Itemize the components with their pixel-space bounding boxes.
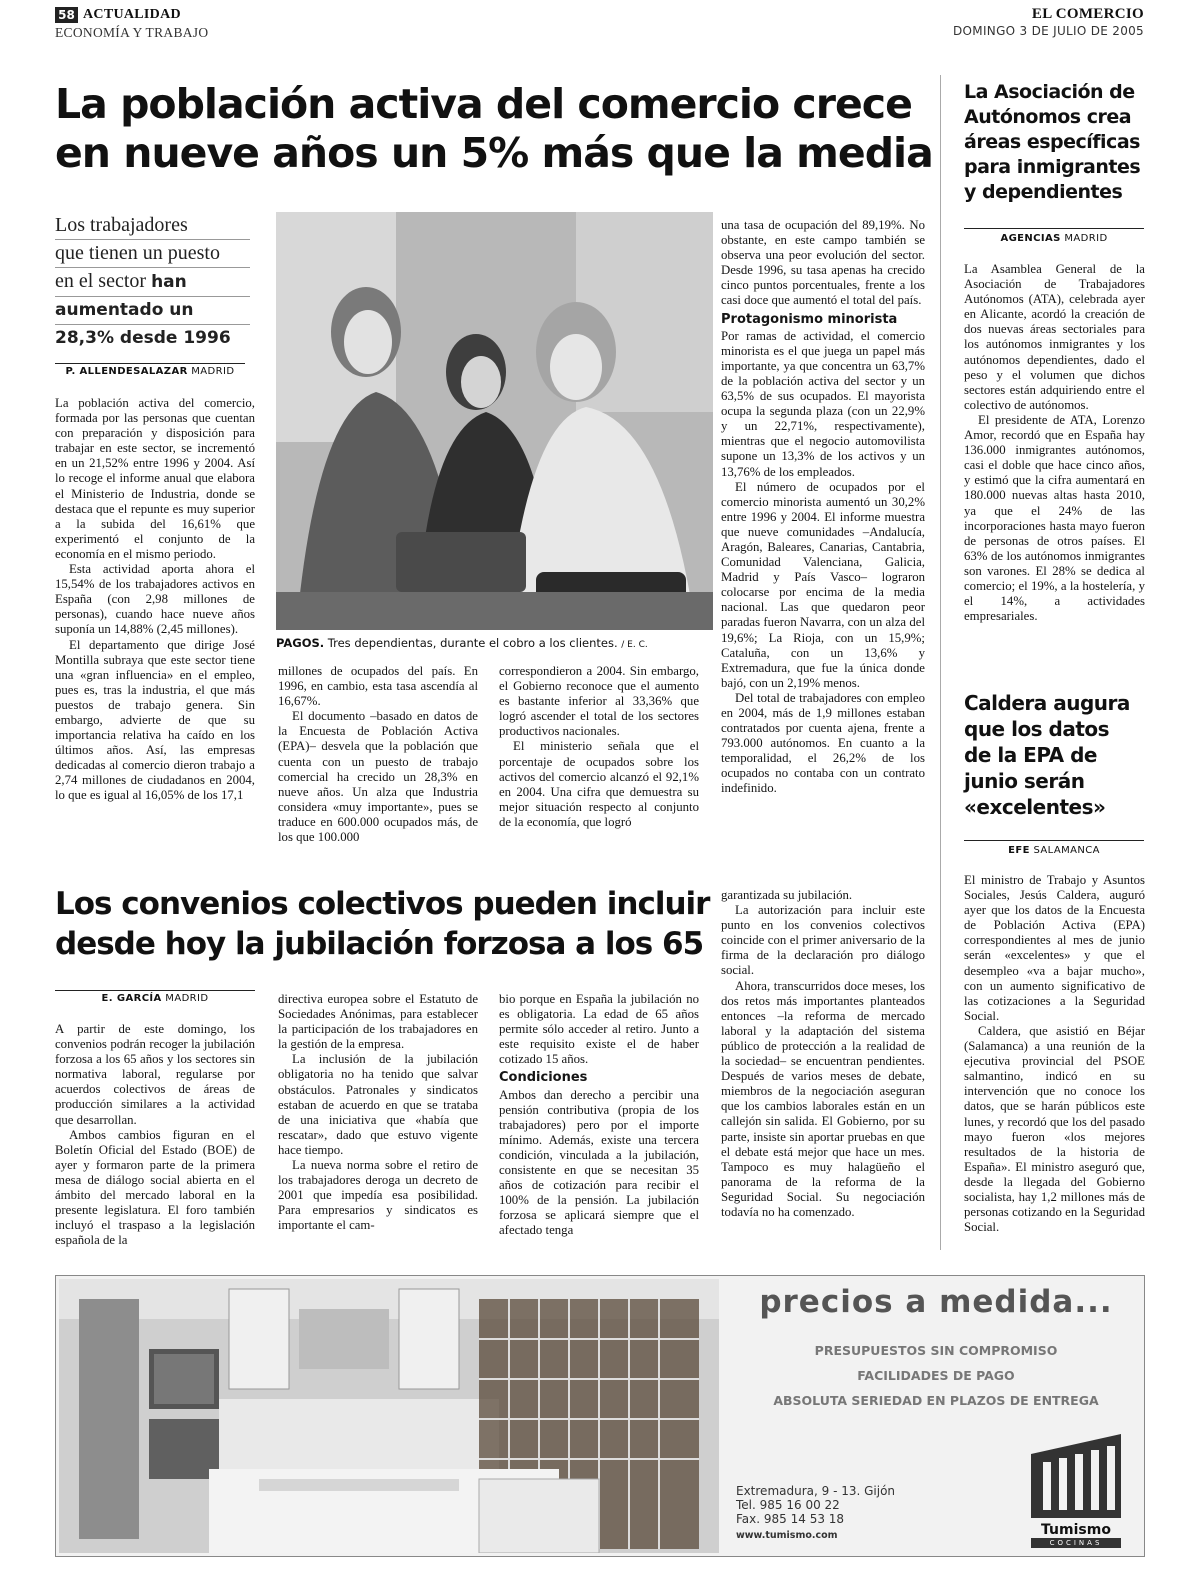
paragraph: correspondieron a 2004. Sin embargo, el Gobierno reconoce que el aumento es bastante inferior al 33,36% que logró ascender el total de los sectores productivos nacionales. <box>499 664 699 739</box>
main-deck <box>55 212 250 352</box>
ad-feature: ABSOLUTA SERIEDAD EN PLAZOS DE ENTREGA <box>773 1393 1099 1408</box>
paragraph: El ministro de Trabajo y Asuntos Sociales, Jesús Caldera, auguró ayer que los datos de la Encuesta de Población Activa (EPA) correspondientes al mes de junio serán «excelentes» y que el desempleo «va a bajar mucho», con un aumento significativo de las cotizaciones a la Seguridad Social. <box>964 873 1145 1023</box>
paragraph: una tasa de ocupación del 89,19%. No obstante, en este campo también se observa una peor evolución del sector. Desde 1996, su tasa apenas ha crecido cinco puntos porcentuales, frente a los casi doce que aumentó el total del país. <box>721 218 925 308</box>
paragraph: Caldera, que asistió en Béjar (Salamanca) a una reunión de la ejecutiva provincial del PSOE salmantino, indicó en su intervención que no conoce los datos, que se harán públicos este lunes, y recordó que los del pasado mayo fueron «los mejores resultados de la historia de España». El ministro aseguró que, desde la llegada del Gobierno socialista, hay 1,2 millones más de personas cotizando en la Seguridad Social. <box>964 1023 1145 1235</box>
byline-author: EFE <box>1008 845 1030 856</box>
paragraph: Ahora, transcurridos doce meses, los dos retos más importantes planteados entonces –la reforma de mercado laboral y la adaptación del sistema público de protección a la realidad de la sociedad– se encuentran pendientes. Después de varios meses de debate, miembros de la negociación aseguran que los cambios laborales están en un callejón sin salida. El Gobierno, por su parte, insiste sin aportar pruebas en que el debate está mejor que hace un mes. Tampoco es muy halagüeño el panorama de la reforma de la Seguridad Social. Su negociación todavía no ha comenzado. <box>721 978 925 1219</box>
paragraph: Del total de trabajadores con empleo en 2004, más de 1,9 millones estaban contratados por cuenta ajena, frente a 793.000 autónomos. En cuanto a la temporalidad, el 26,2% de los ocupados no contaba con un contrato indefinido. <box>721 690 925 796</box>
paragraph: garantizada su jubilación. <box>721 888 853 902</box>
byline-rule <box>964 228 1144 229</box>
paragraph: Ambos cambios figuran en el Boletín Oficial del Estado (BOE) de ayer y formaron parte de la primera mesa de diálogo social abierta en el ámbito del mercado laboral en la presente legislatura. El foro también incluyó el traspaso a la legislación española de la <box>55 1127 255 1248</box>
paragraph: El número de ocupados por el comercio minorista aumentó un 30,2% entre 1996 y 2004. El informe muestra que nueve comunidades –Andalucía, Aragón, Baleares, Canarias, Cantabria, Comunidad Valenciana, Galicia, Madrid y País Vasco– lograron colocarse por encima de la media nacional. Las que quedaron peor paradas fueron Navarra, con un alza del 19,6%; La Rioja, con un 15,9%; Cataluña, con un 13,6% y Extremadura, que fue la única donde bajó, con un 2,19% menos. <box>721 479 925 690</box>
second-byline <box>55 993 255 1004</box>
ad-feature: PRESUPUESTOS SIN COMPROMISO <box>814 1343 1058 1358</box>
sidebar2-body <box>964 873 1145 1235</box>
page-number: 58 <box>55 7 78 23</box>
ad-phone: Tel. 985 16 00 22 <box>736 1498 840 1512</box>
paragraph: El documento –basado en datos de la Encuesta de Población Activa (EPA)– desvela que la población que cuenta con un puesto de trabajo comercial ha crecido un 28,3% en nueve años. Un alza que Industria considera «muy importante», pues se traduce en 600.000 ocupados más, de los que 100.000 <box>278 709 478 845</box>
byline-place: MADRID <box>165 993 209 1004</box>
paragraph: directiva europea sobre el Estatuto de Sociedades Anónimas, para establecer la participación de los trabajadores en la gestión de la empresa. <box>278 992 478 1052</box>
column-divider <box>940 75 941 1250</box>
deck-text: en el sector <box>55 270 152 292</box>
ad-brand-sub: COCINAS <box>1031 1538 1121 1548</box>
byline-author: AGENCIAS <box>1000 233 1061 244</box>
second-col-2 <box>278 992 478 1234</box>
main-headline-line2: en nueve años un 5% más que la media <box>55 129 933 177</box>
issue-date: DOMINGO 3 DE JULIO DE 2005 <box>953 24 1144 38</box>
advertisement[interactable] <box>55 1275 1145 1557</box>
paragraph: La población activa del comercio, formada por las personas que cuentan con preparación y disposición para trabajar en este sector, se incrementó en un 21,52% entre 1996 y 2004. Así lo recoge el informe anual que elabora el Ministerio de Industria, donde se destaca que el repunte es muy superior a la subida del 16,61% que experimentó el conjunto de la economía en el mismo periodo. <box>55 396 255 561</box>
byline-rule <box>964 840 1144 841</box>
ad-contact <box>736 1484 895 1543</box>
newspaper-name: EL COMERCIO <box>1031 6 1144 22</box>
main-col-2 <box>278 664 478 845</box>
ad-brand-logo <box>1031 1434 1121 1550</box>
brand-logo-icon <box>1031 1434 1121 1518</box>
kitchen-illustration <box>59 1279 719 1553</box>
ad-title: precios a medida... <box>759 1284 1113 1320</box>
ad-brand-name: Tumismo <box>1041 1522 1111 1538</box>
deck-line: aumentado un <box>55 297 250 325</box>
paragraph: La inclusión de la jubilación obligatoria no ha tenido que salvar obstáculos. Patronales y sindicatos estaban de acuerdo en que se trataba de una iniciativa que «había que rescatar», dado que estuvo vigente hace tiempo. <box>278 1052 478 1157</box>
byline-author: E. GARCÍA <box>101 993 162 1004</box>
main-byline <box>55 366 245 377</box>
deck-line: 28,3% desde 1996 <box>55 328 231 348</box>
paragraph: Ambos dan derecho a percibir una pensión contributiva (propia de los trabajadores) pero por el importe mínimo. Además, existe una tercera condición, vinculada a la jubilación, consistente en que se necesitan 35 años de cotización para recibir el 100% de la pensión. La jubilación forzosa se aplicará siempre que el afectado tenga <box>499 1087 699 1238</box>
paragraph: Por ramas de actividad, el comercio minorista es el que juega un papel más importante, ya que concentra un 63,7% de la población activa del sector y un 63,5% de sus ocupados. El mayorista ocupa la segunda plaza (con un 22,9% y un 22,71%, respectivamente), mientras que el negocio automovilista supone un 13,3% de los activos y un 13,76% de los empleados. <box>721 328 925 479</box>
subsection-title: ECONOMÍA Y TRABAJO <box>55 25 209 40</box>
paragraph: El departamento que dirige José Montilla subraya que este sector tiene una «gran influencia» en el empleo, pues es, tras la industria, el que más puestos de trabajo genera. Sin embargo, advierte de que su importancia relativa ha caído en los últimos años. Así, las empresas dedicadas al comercio dieron trabajo a 2,74 millones de ciudadanos en 2004, lo que es igual al 16,05% de los 17,1 <box>55 637 255 803</box>
main-col-4 <box>721 218 925 797</box>
sidebar1-byline <box>964 233 1144 244</box>
subhead: Condiciones <box>499 1070 588 1086</box>
paragraph: El presidente de ATA, Lorenzo Amor, recordó que en España hay 136.000 inmigrantes autónomos, casi el doble que hace cinco años, y estimó que la cifra aumentará en 180.000 nuevas altas hasta 2010, ya que el 24% de las incorporaciones hasta mayo fueron de personas de otros países. El 63% de los autónomos inmigrantes son varones. El 28% se dedica al comercio; el 19%, a la hostelería, y el 14%, a actividades empresariales. <box>964 412 1145 624</box>
paragraph: La autorización para incluir este punto en los convenios colectivos coincide con el primer aniversario de la firma de la declaración pro diálogo social. <box>721 903 925 978</box>
sidebar2-byline <box>964 845 1144 856</box>
ad-website[interactable]: www.tumismo.com <box>736 1530 838 1541</box>
main-col-1 <box>55 396 255 804</box>
ad-fax: Fax. 985 14 53 18 <box>736 1512 845 1526</box>
second-col-3 <box>499 992 699 1239</box>
ad-address: Extremadura, 9 - 13. Gijón <box>736 1484 896 1498</box>
sidebar1-headline: La Asociación de Autónomos crea áreas específicas para inmigrantes y dependientes <box>964 81 1141 203</box>
paragraph: El ministerio señala que el porcentaje de ocupados sobre los activos del comercio alcanzó el 92,1% en 2004. Una cifra que demuestra su mejor situación respecto al conjunto de la economía, que logró <box>499 739 699 829</box>
byline-rule <box>55 990 255 991</box>
paragraph: Esta actividad aporta ahora el 15,54% de los trabajadores activos en España (con 2,98 millones de personas), cuando hace nueve años suponía un 14,88% (2,45 millones). <box>55 562 255 637</box>
caption-label: PAGOS. <box>276 636 325 650</box>
paragraph: bio porque en España la jubilación no es obligatoria. La edad de 65 años permite sólo acceder al retiro. Junto a este requisito existe el de haber cotizado 15 años. <box>499 992 699 1067</box>
deck-text-bold: han <box>151 272 187 292</box>
paragraph: millones de ocupados del país. En 1996, en cambio, esta tasa ascendía al 16,67%. <box>278 664 478 709</box>
subhead: Protagonismo minorista <box>721 311 898 327</box>
main-headline <box>55 80 935 178</box>
photo-caption <box>276 636 713 650</box>
caption-text: Tres dependientas, durante el cobro a los clientes. <box>324 636 618 650</box>
photo-illustration <box>276 212 713 630</box>
paragraph: A partir de este domingo, los convenios podrán recoger la jubilación forzosa a los 65 años y los sectores sin normativa laboral, regularse por acuerdos colectivos de áreas de producción similares a la actividad que desarrollan. <box>55 1022 255 1127</box>
photo-credit: / E. C. <box>621 640 648 650</box>
paragraph: La Asamblea General de la Asociación de Trabajadores Autónomos (ATA), celebrada ayer en Alicante, acordó la creación de dos nuevas áreas sectoriales para los autónomos inmigrantes y los autónomos dependientes, dado el peso y el volumen que dichos sectores están adquiriendo entre el colectivo de autónomos. <box>964 262 1145 412</box>
section-title: ACTUALIDAD <box>83 7 181 22</box>
sidebar2-headline: Caldera augura que los datos de la EPA de junio serán «excelentes» <box>964 691 1130 819</box>
main-col-3 <box>499 664 699 830</box>
deck-line: Los trabajadores <box>55 212 250 240</box>
second-col-1 <box>55 1022 255 1248</box>
second-col-4 <box>721 888 925 1220</box>
sidebar1-body <box>964 262 1145 624</box>
paragraph: La nueva norma sobre el retiro de los trabajadores deroga un decreto de 2001 que impedía esa posibilidad. Para empresarios y sindicatos es importante el cam- <box>278 1158 478 1233</box>
second-headline-line2: desde hoy la jubilación forzosa a los 65 <box>55 926 704 962</box>
deck-line: que tienen un puesto <box>55 240 250 268</box>
main-headline-line1: La población activa del comercio crece <box>55 80 912 128</box>
byline-author: P. ALLENDESALAZAR <box>65 366 188 377</box>
byline-rule <box>55 363 245 364</box>
main-photo <box>276 212 713 630</box>
byline-place: MADRID <box>1064 233 1108 244</box>
second-headline <box>55 884 715 964</box>
ad-features <box>736 1338 1136 1413</box>
deck-line <box>55 268 250 297</box>
ad-feature: FACILIDADES DE PAGO <box>857 1368 1015 1383</box>
byline-place: MADRID <box>191 366 235 377</box>
second-headline-line1: Los convenios colectivos pueden incluir <box>55 886 710 922</box>
byline-place: SALAMANCA <box>1033 845 1100 856</box>
ad-kitchen-photo <box>59 1279 719 1553</box>
